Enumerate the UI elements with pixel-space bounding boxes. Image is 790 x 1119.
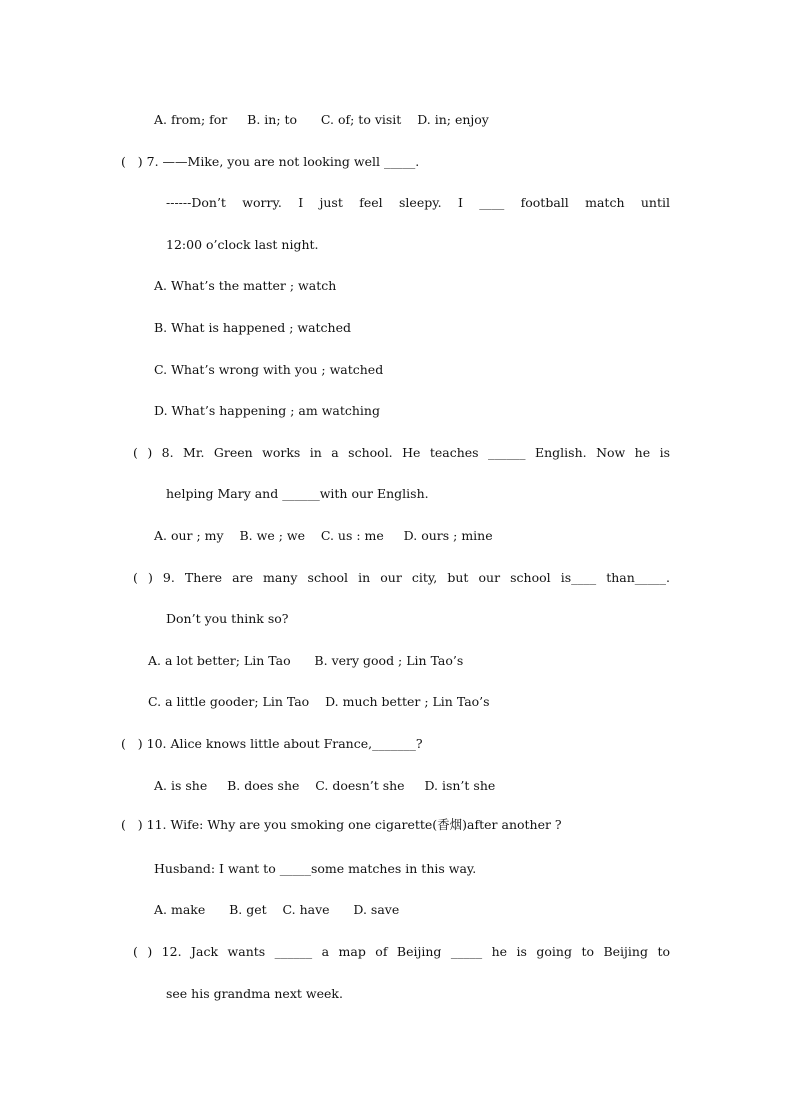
q10-options: A. is she B. does she C. doesn’t she D. isn’t she: [154, 778, 496, 793]
q7-option-d: D. What’s happening ; am watching: [154, 403, 380, 418]
q12-stem-cont: see his grandma next week.: [166, 986, 343, 1001]
q7-option-a: A. What’s the matter ; watch: [154, 278, 337, 293]
q8-options: A. our ; my B. we ; we C. us : me D. ours ; mine: [154, 528, 493, 543]
q9-stem: ( ) 9. There are many school in our city, but our school is____ than_____.: [133, 570, 670, 585]
q10-stem: ( ) 10. Alice knows little about France,_______?: [121, 736, 423, 751]
q7-dialogue-cont: 12:00 o’clock last night.: [166, 237, 319, 252]
q9-options-cd: C. a little gooder; Lin Tao D. much better ; Lin Tao’s: [148, 694, 490, 709]
q7-option-b: B. What is happened ; watched: [154, 320, 352, 335]
q11-husband: Husband: I want to _____some matches in this way.: [154, 861, 477, 876]
q11-stem: ( ) 11. Wife: Why are you smoking one cigarette(香烟)after another ?: [121, 817, 562, 832]
q11-options: A. make B. get C. have D. save: [154, 902, 400, 917]
q9-options-ab: A. a lot better; Lin Tao B. very good ; Lin Tao’s: [148, 653, 464, 668]
q7-dialogue: ------Don’t worry. I just feel sleepy. I ____ football match until: [166, 195, 670, 210]
q6-options: A. from; for B. in; to C. of; to visit D. in; enjoy: [154, 112, 489, 127]
q8-stem: ( ) 8. Mr. Green works in a school. He teaches ______ English. Now he is: [133, 445, 670, 460]
q7-stem: ( ) 7. ——Mike, you are not looking well _____.: [121, 154, 420, 169]
q8-stem-cont: helping Mary and ______with our English.: [166, 486, 429, 501]
q12-stem: ( ) 12. Jack wants ______ a map of Beijing _____ he is going to Beijing to: [133, 944, 670, 959]
q9-stem-cont: Don’t you think so?: [166, 611, 289, 626]
q7-option-c: C. What’s wrong with you ; watched: [154, 362, 384, 377]
